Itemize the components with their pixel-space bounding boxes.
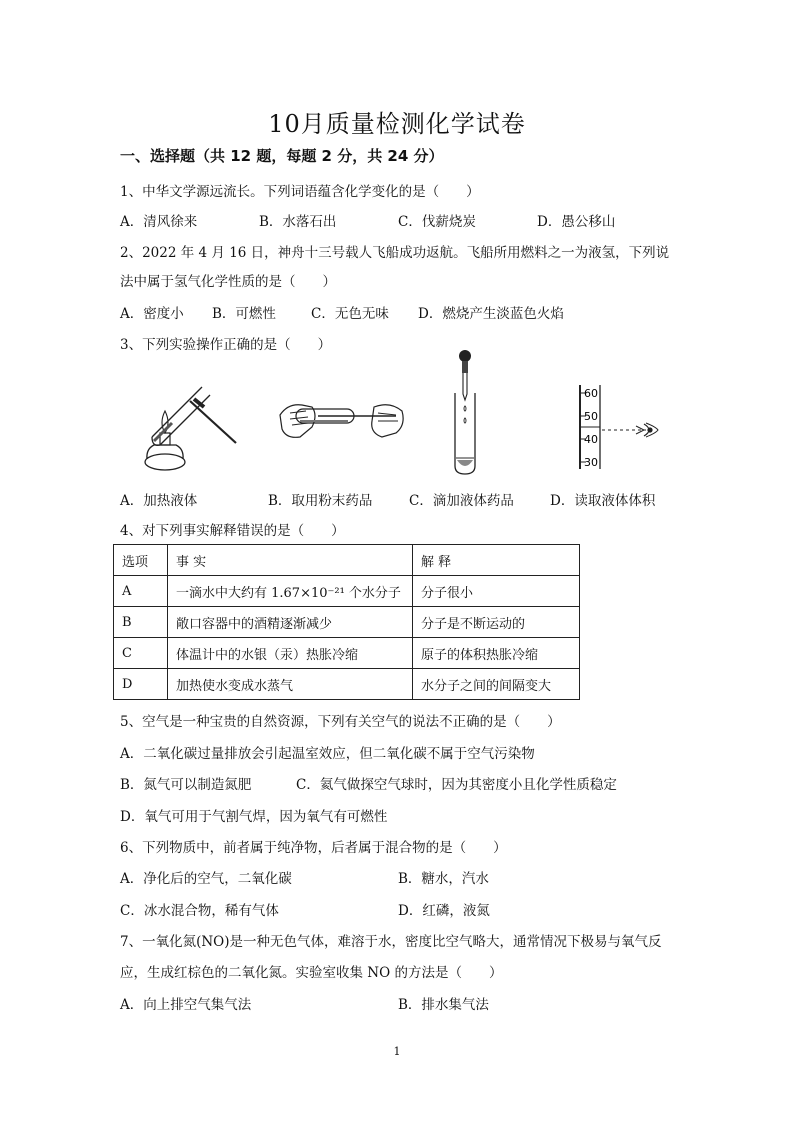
row-b-fact: 敞口容器中的酒精逐渐减少 xyxy=(168,607,413,638)
dropper-figure xyxy=(447,348,487,478)
question-1-stem: 1、中华文学源远流长。下列词语蕴含化学变化的是（ ） xyxy=(120,184,480,200)
row-d-option: D xyxy=(114,669,168,700)
row-c-explanation: 原子的体积热胀冷缩 xyxy=(413,638,580,669)
q6-option-b[interactable]: B．糖水，汽水 xyxy=(398,871,489,887)
q7-option-b[interactable]: B．排水集气法 xyxy=(398,997,489,1013)
q2-option-a[interactable]: A．密度小 xyxy=(120,306,184,322)
question-7-stem-line1: 7、一氧化氮(NO)是一种无色气体，难溶于水，密度比空气略大，通常情况下极易与氧气反 xyxy=(120,934,662,950)
q3-option-d[interactable]: D．读取液体体积 xyxy=(550,493,656,509)
q5-option-d[interactable]: D．氧气可用于气割气焊，因为氧气有可燃性 xyxy=(120,809,388,825)
q3-option-a[interactable]: A．加热液体 xyxy=(120,493,198,509)
q1-option-a[interactable]: A．清风徐来 xyxy=(120,214,198,230)
row-a-explanation: 分子很小 xyxy=(413,576,580,607)
q6-option-a[interactable]: A．净化后的空气，二氧化碳 xyxy=(120,871,292,887)
row-c-fact: 体温计中的水银（汞）热胀冷缩 xyxy=(168,638,413,669)
tick-60: 60 xyxy=(584,387,598,400)
question-7-stem-line2: 应，生成红棕色的二氧化氮。实验室收集 NO 的方法是（ ） xyxy=(120,965,503,981)
row-b-explanation: 分子是不断运动的 xyxy=(413,607,580,638)
row-b-option: B xyxy=(114,607,168,638)
q7-option-a[interactable]: A．向上排空气集气法 xyxy=(120,997,252,1013)
q3-option-c[interactable]: C．滴加液体药品 xyxy=(409,493,514,509)
question-2-stem-line2: 法中属于氢气化学性质的是（ ） xyxy=(120,274,336,290)
q2-option-c[interactable]: C．无色无味 xyxy=(311,306,389,322)
q2-option-d[interactable]: D．燃烧产生淡蓝色火焰 xyxy=(418,306,564,322)
row-d-explanation: 水分子之间的间隔变大 xyxy=(413,669,580,700)
q6-option-c[interactable]: C．冰水混合物，稀有气体 xyxy=(120,903,279,919)
page-number: 1 xyxy=(393,1045,401,1058)
facts-table xyxy=(113,544,580,700)
table-row xyxy=(114,669,580,700)
header-option: 选项 xyxy=(114,545,168,576)
question-4-stem: 4、对下列事实解释错误的是（ ） xyxy=(120,523,345,539)
section-heading: 一、选择题（共 12 题，每题 2 分，共 24 分） xyxy=(120,147,444,165)
question-3-stem: 3、下列实验操作正确的是（ ） xyxy=(120,337,332,353)
table-header-row xyxy=(114,545,580,576)
table-row xyxy=(114,576,580,607)
page-title: 10月质量检测化学试卷 xyxy=(268,110,526,138)
q5-option-b[interactable]: B．氮气可以制造氮肥 xyxy=(120,777,252,793)
heating-liquid-figure xyxy=(132,375,242,475)
q5-option-c[interactable]: C．氦气做探空气球时，因为其密度小且化学性质稳定 xyxy=(296,777,617,793)
q6-option-d[interactable]: D．红磷，液氮 xyxy=(398,903,490,919)
row-d-fact: 加热使水变成水蒸气 xyxy=(168,669,413,700)
q2-option-b[interactable]: B．可燃性 xyxy=(212,306,276,322)
question-2-stem-line1: 2、2022 年 4 月 16 日，神舟十三号载人飞船成功返航。飞船所用燃料之一为液氢，下列说 xyxy=(120,245,670,261)
table-row xyxy=(114,638,580,669)
row-a-option: A xyxy=(114,576,168,607)
q1-option-d[interactable]: D．愚公移山 xyxy=(537,214,616,230)
header-fact: 事 实 xyxy=(168,545,413,576)
tick-50: 50 xyxy=(584,410,598,423)
powder-transfer-figure xyxy=(278,385,408,450)
q3-option-b[interactable]: B．取用粉末药品 xyxy=(268,493,373,509)
question-5-stem: 5、空气是一种宝贵的自然资源，下列有关空气的说法不正确的是（ ） xyxy=(120,714,561,730)
question-6-stem: 6、下列物质中，前者属于纯净物，后者属于混合物的是（ ） xyxy=(120,840,507,856)
row-c-option: C xyxy=(114,638,168,669)
cylinder-reading-figure xyxy=(578,383,668,473)
tick-30: 30 xyxy=(584,456,598,469)
table-row xyxy=(114,607,580,638)
row-a-fact: 一滴水中大约有 1.67×10⁻²¹ 个水分子 xyxy=(168,576,413,607)
tick-40: 40 xyxy=(584,433,598,446)
q1-option-b[interactable]: B．水落石出 xyxy=(259,214,337,230)
header-explanation: 解 释 xyxy=(413,545,580,576)
q1-option-c[interactable]: C．伐薪烧炭 xyxy=(398,214,476,230)
q5-option-a[interactable]: A．二氧化碳过量排放会引起温室效应，但二氧化碳不属于空气污染物 xyxy=(120,746,535,762)
